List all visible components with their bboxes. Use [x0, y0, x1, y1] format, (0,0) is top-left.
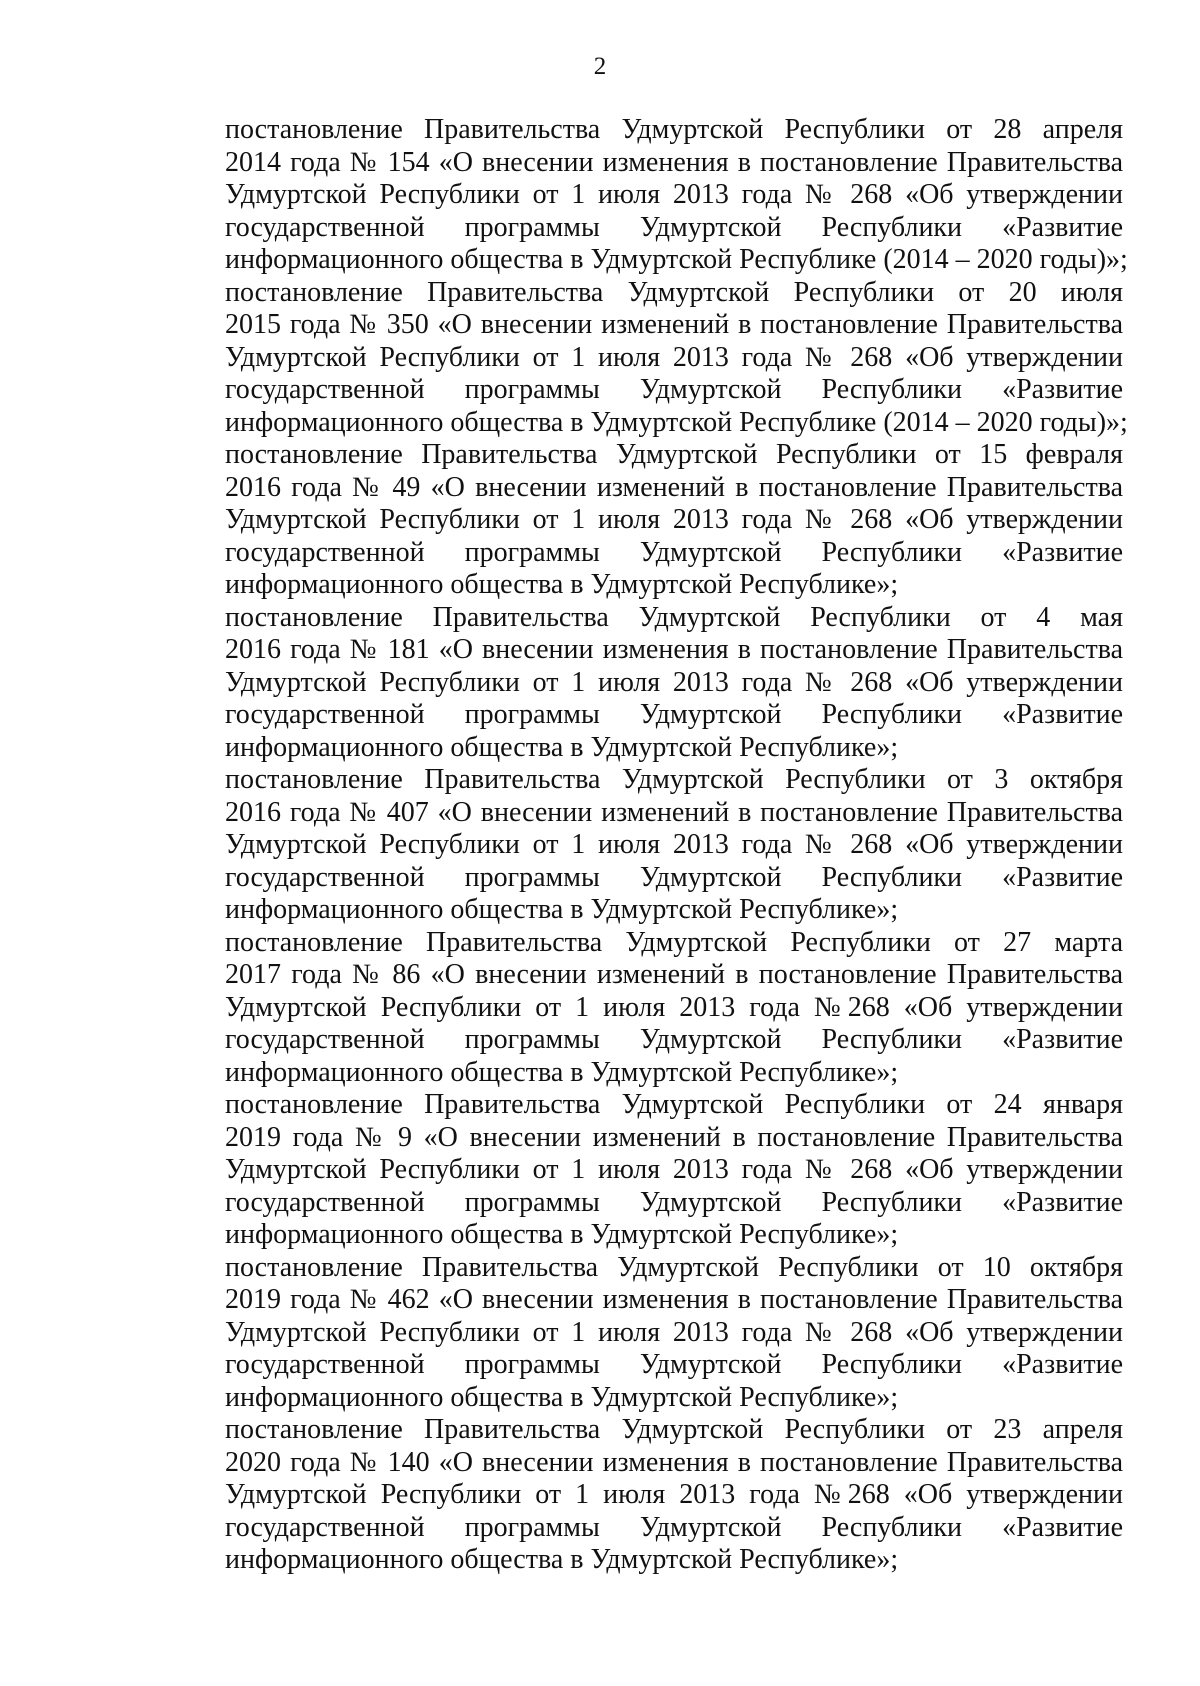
text-line: государственной программы Удмуртской Республики «Развитие [225, 1024, 1123, 1055]
text-line: 2017 года № 86 «О внесении изменений в постановление Правительства [225, 959, 1123, 990]
text-line: Удмуртской Республики от 1 июля 2013 года № 268 «Об утверждении [225, 504, 1123, 535]
text-line: 2014 года № 154 «О внесении изменения в постановление Правительства [225, 146, 1123, 178]
text-line: Удмуртской Республики от 1 июля 2013 года №268 «Об утверждении [225, 991, 1123, 1023]
text-line: Удмуртской Республики от 1 июля 2013 года №268 «Об утверждении [225, 1479, 1123, 1510]
text-line: информационного общества в Удмуртской Республике»; [225, 569, 899, 600]
text-line: государственной программы Удмуртской Республики «Развитие [225, 699, 1123, 730]
decree-paragraph [157, 927, 1123, 1090]
text-line: Удмуртской Республики от 1 июля 2013 года № 268 «Об утверждении [225, 1154, 1123, 1185]
text-line: 2016 года № 181 «О внесении изменения в постановление Правительства [225, 634, 1123, 665]
text-line: информационного общества в Удмуртской Республике (2014 – 2020 годы)»; [225, 244, 1128, 275]
text-line: информационного общества в Удмуртской Республике»; [225, 1056, 899, 1088]
text-line: государственной программы Удмуртской Республики «Развитие [225, 374, 1123, 405]
text-line: информационного общества в Удмуртской Республике»; [225, 731, 899, 763]
text-line: государственной программы Удмуртской Республики «Развитие [225, 1186, 1123, 1218]
text-line: государственной программы Удмуртской Республики «Развитие [225, 536, 1123, 568]
text-line: постановление Правительства Удмуртской Республики от 4 мая [225, 601, 1123, 633]
text-line: Удмуртской Республики от 1 июля 2013 года № 268 «Об утверждении [225, 829, 1123, 860]
text-line: постановление Правительства Удмуртской Республики от 24 января [225, 1089, 1123, 1120]
page-number: 2 [593, 53, 607, 80]
decree-paragraph [157, 114, 1128, 277]
text-line: государственной программы Удмуртской Республики «Развитие [225, 1349, 1123, 1380]
text-line: постановление Правительства Удмуртской Республики от 28 апреля [225, 114, 1123, 145]
text-line: постановление Правительства Удмуртской Республики от 23 апреля [225, 1414, 1123, 1445]
text-line: информационного общества в Удмуртской Республике»; [225, 1381, 899, 1413]
text-line: 2020 года № 140 «О внесении изменения в постановление Правительства [225, 1446, 1123, 1478]
text-line: 2019 года № 462 «О внесении изменения в постановление Правительства [225, 1284, 1123, 1315]
text-line: информационного общества в Удмуртской Республике»; [225, 1219, 899, 1250]
text-line: постановление Правительства Удмуртской Республики от 10 октября [225, 1251, 1123, 1283]
text-line: информационного общества в Удмуртской Республике»; [225, 894, 899, 925]
decree-paragraph [157, 1252, 1123, 1415]
text-line: Удмуртской Республики от 1 июля 2013 года № 268 «Об утверждении [225, 666, 1123, 698]
decree-paragraph [157, 764, 1123, 927]
text-line: государственной программы Удмуртской Республики «Развитие [225, 861, 1123, 893]
decree-paragraph [157, 439, 1123, 602]
text-line: Удмуртской Республики от 1 июля 2013 года № 268 «Об утверждении [225, 341, 1123, 373]
text-line: информационного общества в Удмуртской Республике (2014 – 2020 годы)»; [225, 406, 1128, 438]
text-line: 2016 года № 407 «О внесении изменений в постановление Правительства [225, 796, 1123, 828]
text-line: Удмуртской Республики от 1 июля 2013 года № 268 «Об утверждении [225, 179, 1123, 210]
text-line: 2016 года № 49 «О внесении изменений в постановление Правительства [225, 471, 1123, 503]
text-line: информационного общества в Удмуртской Республике»; [225, 1544, 899, 1575]
text-line: постановление Правительства Удмуртской Республики от 3 октября [225, 764, 1123, 795]
text-line: постановление Правительства Удмуртской Республики от 20 июля [225, 276, 1123, 308]
text-line: постановление Правительства Удмуртской Республики от 27 марта [225, 926, 1123, 958]
text-line: государственной программы Удмуртской Республики «Развитие [225, 211, 1123, 243]
decree-paragraph [157, 1089, 1123, 1252]
decree-paragraph [157, 602, 1123, 765]
document-body [157, 114, 1128, 1577]
text-line: 2019 года № 9 «О внесении изменений в постановление Правительства [225, 1121, 1123, 1153]
decree-paragraph [157, 276, 1128, 440]
text-line: Удмуртской Республики от 1 июля 2013 года № 268 «Об утверждении [225, 1316, 1123, 1348]
text-line: 2015 года № 350 «О внесении изменений в постановление Правительства [225, 309, 1123, 340]
decree-paragraph [157, 1414, 1123, 1577]
text-line: государственной программы Удмуртской Республики «Развитие [225, 1511, 1123, 1543]
text-line: постановление Правительства Удмуртской Республики от 15 февраля [225, 439, 1123, 470]
